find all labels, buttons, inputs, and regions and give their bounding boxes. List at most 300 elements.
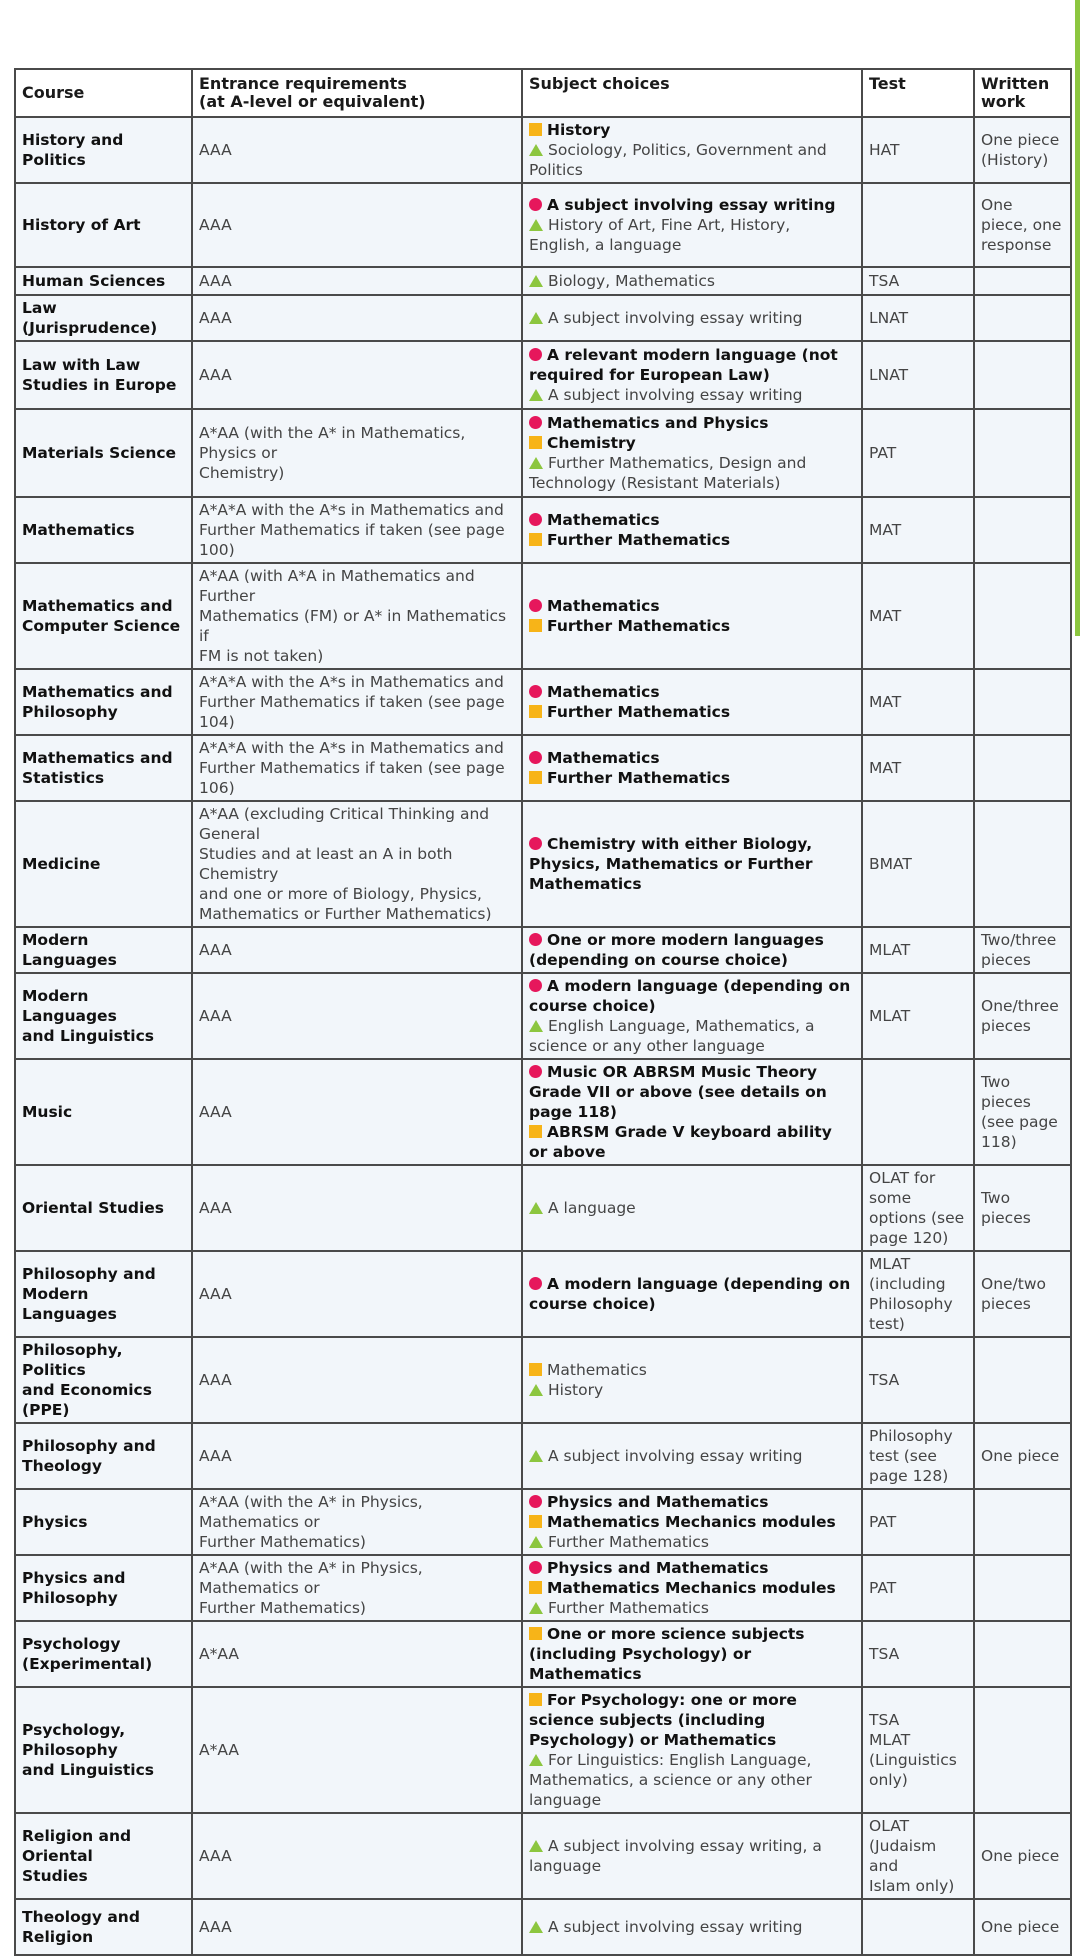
- admissions-test: [862, 1165, 974, 1251]
- triangle-marker-icon: [529, 144, 543, 156]
- subject-item: [529, 120, 855, 140]
- written-work-line: One: [981, 196, 1013, 214]
- square-marker-icon: [529, 1581, 542, 1594]
- subject-choices: [522, 669, 862, 735]
- subject-text: Mathematics: [547, 749, 660, 767]
- subject-text: A subject involving essay writing: [548, 1447, 803, 1465]
- course-name: [15, 1687, 192, 1813]
- written-work: [974, 267, 1071, 295]
- admissions-test-line: MAT: [869, 521, 902, 539]
- subject-choices: [522, 409, 862, 497]
- entrance-requirement-line: AAA: [199, 1918, 232, 1936]
- course-name-line: Philosophy: [22, 703, 118, 721]
- course-name-line: Philosophy and: [22, 1265, 156, 1283]
- course-name-line: Theology and: [22, 1908, 140, 1926]
- subject-text: Biology, Mathematics: [548, 272, 715, 290]
- table-row: [15, 1687, 1071, 1813]
- triangle-marker-icon: [529, 1921, 543, 1933]
- subject-text: Mathematics: [547, 1361, 647, 1379]
- written-work-line: One piece: [981, 131, 1060, 149]
- subject-item: [529, 433, 855, 453]
- table-row: [15, 1337, 1071, 1423]
- subject-item: [529, 1836, 855, 1876]
- course-name-line: Studies in Europe: [22, 376, 177, 394]
- entrance-requirement-line: Further Mathematics if taken (see page 106): [199, 759, 505, 797]
- entrance-requirement: [192, 1165, 522, 1251]
- written-work-line: Two/three: [981, 931, 1057, 949]
- square-marker-icon: [529, 619, 542, 632]
- admissions-test: [862, 1251, 974, 1337]
- table-row: [15, 735, 1071, 801]
- course-name: [15, 1251, 192, 1337]
- admissions-test-line: OLAT for some: [869, 1169, 936, 1207]
- admissions-test-line: LNAT: [869, 366, 909, 384]
- admissions-test-line: TSA: [869, 1645, 900, 1663]
- header-written-work: Written work: [974, 69, 1071, 117]
- entrance-requirement-line: Further Mathematics if taken (see page 104): [199, 693, 505, 731]
- course-name-line: Religion: [22, 1928, 94, 1946]
- subject-text: Physics and Mathematics: [547, 1559, 769, 1577]
- circle-marker-icon: [529, 933, 542, 946]
- written-work-line: One/two: [981, 1275, 1047, 1293]
- circle-marker-icon: [529, 1065, 542, 1078]
- written-work: [974, 1165, 1071, 1251]
- triangle-marker-icon: [529, 1602, 543, 1614]
- entrance-requirement-line: A*AA (with the A* in Physics, Mathematics or: [199, 1559, 423, 1597]
- written-work: [974, 1555, 1071, 1621]
- square-marker-icon: [529, 1693, 542, 1706]
- admissions-test-line: options (see: [869, 1209, 965, 1227]
- entrance-requirement: [192, 801, 522, 927]
- written-work-line: One piece: [981, 1918, 1060, 1936]
- course-name-line: and Economics (PPE): [22, 1381, 152, 1419]
- written-work: [974, 497, 1071, 563]
- course-name: [15, 973, 192, 1059]
- course-name-line: Mathematics: [22, 521, 135, 539]
- circle-marker-icon: [529, 1561, 542, 1574]
- written-work: [974, 1423, 1071, 1489]
- subject-item: [529, 976, 855, 1016]
- subject-item: [529, 1624, 855, 1684]
- course-name: [15, 341, 192, 409]
- subject-text: Chemistry: [547, 434, 636, 452]
- triangle-marker-icon: [529, 219, 543, 231]
- admissions-test-line: page 120): [869, 1229, 949, 1247]
- table-row: [15, 1555, 1071, 1621]
- admissions-test-line: LNAT: [869, 309, 909, 327]
- course-name: [15, 927, 192, 973]
- entrance-requirement: [192, 1555, 522, 1621]
- entrance-requirement: [192, 1059, 522, 1165]
- square-marker-icon: [529, 705, 542, 718]
- entrance-requirement: [192, 497, 522, 563]
- entrance-requirement-line: Studies and at least an A in both Chemistry: [199, 845, 453, 883]
- subject-item: [529, 1016, 855, 1056]
- course-name: [15, 801, 192, 927]
- subject-text: Further Mathematics: [548, 1599, 709, 1617]
- course-name-line: Music: [22, 1103, 73, 1121]
- admissions-test: [862, 497, 974, 563]
- written-work: [974, 117, 1071, 183]
- written-work: [974, 1337, 1071, 1423]
- written-work: [974, 295, 1071, 341]
- course-name-line: Philosophy, Politics: [22, 1341, 123, 1379]
- course-name: [15, 1489, 192, 1555]
- square-marker-icon: [529, 1363, 542, 1376]
- entrance-requirement: [192, 409, 522, 497]
- subject-choices: [522, 341, 862, 409]
- subject-choices: [522, 1813, 862, 1899]
- admissions-test-line: MLAT: [869, 1731, 911, 1749]
- course-name: [15, 267, 192, 295]
- subject-choices: [522, 1059, 862, 1165]
- entrance-requirement-line: AAA: [199, 941, 232, 959]
- entrance-requirement-line: Further Mathematics): [199, 1533, 366, 1551]
- subject-item: [529, 596, 855, 616]
- admissions-test: [862, 409, 974, 497]
- course-name-line: Mathematics and: [22, 749, 173, 767]
- subject-item: [529, 195, 855, 215]
- course-name-line: Oriental Studies: [22, 1199, 165, 1217]
- entrance-requirement: [192, 735, 522, 801]
- admissions-test: [862, 1899, 974, 1955]
- written-work: [974, 1621, 1071, 1687]
- subject-choices: [522, 927, 862, 973]
- admissions-test: [862, 183, 974, 267]
- table-row: [15, 497, 1071, 563]
- subject-text: A subject involving essay writing: [547, 196, 836, 214]
- subject-item: [529, 930, 855, 970]
- course-name: [15, 1423, 192, 1489]
- entrance-requirement: [192, 1621, 522, 1687]
- entrance-requirement: [192, 1337, 522, 1423]
- entrance-requirement-line: Further Mathematics): [199, 1599, 366, 1617]
- written-work: [974, 1251, 1071, 1337]
- entrance-requirement-line: Mathematics (FM) or A* in Mathematics if: [199, 607, 507, 645]
- course-name-line: Computer Science: [22, 617, 181, 635]
- subject-item: [529, 385, 855, 405]
- course-requirements-table: [14, 68, 1072, 1956]
- triangle-marker-icon: [529, 1384, 543, 1396]
- written-work: [974, 1687, 1071, 1813]
- subject-text: Further Mathematics: [547, 703, 731, 721]
- subject-text: Mathematics Mechanics modules: [547, 1513, 836, 1531]
- entrance-requirement-line: A*AA (with the A* in Mathematics, Physics or: [199, 424, 466, 462]
- admissions-test-line: (including: [869, 1275, 946, 1293]
- header-subject-choices: Subject choices: [522, 69, 862, 117]
- written-work: [974, 973, 1071, 1059]
- subject-item: [529, 1750, 855, 1810]
- entrance-requirement: [192, 267, 522, 295]
- written-work: [974, 563, 1071, 669]
- subject-item: [529, 271, 855, 291]
- triangle-marker-icon: [529, 275, 543, 287]
- entrance-requirement-line: AAA: [199, 309, 232, 327]
- entrance-requirement-line: AAA: [199, 1103, 232, 1121]
- written-work: [974, 669, 1071, 735]
- subject-item: [529, 702, 855, 722]
- entrance-requirement: [192, 973, 522, 1059]
- admissions-test: [862, 1337, 974, 1423]
- subject-text: English Language, Mathematics, a science or any other language: [529, 1017, 815, 1055]
- circle-marker-icon: [529, 751, 542, 764]
- subject-text: Sociology, Politics, Government and Politics: [529, 141, 827, 179]
- table-row: [15, 1165, 1071, 1251]
- entrance-requirement: [192, 1489, 522, 1555]
- entrance-requirement-line: AAA: [199, 272, 232, 290]
- table-row: [15, 1489, 1071, 1555]
- subject-text: Mathematics: [547, 597, 660, 615]
- subject-text: Further Mathematics: [547, 531, 731, 549]
- written-work-line: (see page: [981, 1113, 1058, 1131]
- subject-item: [529, 1917, 855, 1937]
- header-test: Test: [862, 69, 974, 117]
- course-name-line: History and Politics: [22, 131, 124, 169]
- entrance-requirement-line: Chemistry): [199, 464, 285, 482]
- admissions-test-line: TSA: [869, 1711, 900, 1729]
- written-work: [974, 1489, 1071, 1555]
- course-name: [15, 497, 192, 563]
- triangle-marker-icon: [529, 1202, 543, 1214]
- admissions-test-line: MLAT: [869, 941, 911, 959]
- course-name: [15, 409, 192, 497]
- written-work-line: 118): [981, 1133, 1017, 1151]
- circle-marker-icon: [529, 979, 542, 992]
- course-name-line: Law with Law: [22, 356, 141, 374]
- entrance-requirement-line: AAA: [199, 1285, 232, 1303]
- subject-choices: [522, 1489, 862, 1555]
- subject-item: [529, 616, 855, 636]
- admissions-test-line: test (see: [869, 1447, 937, 1465]
- written-work: [974, 927, 1071, 973]
- subject-text: Mathematics and Physics: [547, 414, 769, 432]
- subject-item: [529, 748, 855, 768]
- admissions-test-line: MLAT: [869, 1255, 911, 1273]
- entrance-requirement-line: A*AA (with the A* in Physics, Mathematics or: [199, 1493, 423, 1531]
- subject-text: ABRSM Grade V keyboard ability or above: [529, 1123, 832, 1161]
- circle-marker-icon: [529, 513, 542, 526]
- table-row: [15, 1059, 1071, 1165]
- subject-text: A modern language (depending on course choice): [529, 1275, 851, 1313]
- entrance-requirement: [192, 1813, 522, 1899]
- course-name: [15, 1621, 192, 1687]
- subject-text: Further Mathematics: [547, 769, 731, 787]
- circle-marker-icon: [529, 348, 542, 361]
- subject-text: Further Mathematics: [548, 1533, 709, 1551]
- course-name: [15, 1555, 192, 1621]
- written-work: [974, 409, 1071, 497]
- circle-marker-icon: [529, 599, 542, 612]
- written-work: [974, 735, 1071, 801]
- course-name: [15, 295, 192, 341]
- subject-item: [529, 1380, 855, 1400]
- subject-item: [529, 1122, 855, 1162]
- entrance-requirement: [192, 669, 522, 735]
- admissions-test-line: TSA: [869, 1371, 900, 1389]
- table-row: [15, 1251, 1071, 1337]
- subject-text: Music OR ABRSM Music Theory Grade VII or above (see details on page 118): [529, 1063, 827, 1121]
- admissions-test: [862, 801, 974, 927]
- admissions-test: [862, 1555, 974, 1621]
- entrance-requirement-line: AAA: [199, 1199, 232, 1217]
- written-work: [974, 183, 1071, 267]
- triangle-marker-icon: [529, 1754, 543, 1766]
- subject-item: [529, 1690, 855, 1750]
- subject-item: [529, 1512, 855, 1532]
- admissions-test: [862, 295, 974, 341]
- entrance-requirement: [192, 1899, 522, 1955]
- admissions-test-line: Islam only): [869, 1877, 955, 1895]
- written-work-line: One piece: [981, 1447, 1060, 1465]
- triangle-marker-icon: [529, 312, 543, 324]
- course-name: [15, 117, 192, 183]
- header-row: [15, 69, 1071, 117]
- subject-text: Chemistry with either Biology, Physics, Mathematics or Further Mathematics: [529, 835, 813, 893]
- admissions-test-line: MAT: [869, 607, 902, 625]
- table-row: [15, 973, 1071, 1059]
- table-row: [15, 1423, 1071, 1489]
- admissions-test-line: MAT: [869, 759, 902, 777]
- admissions-test: [862, 1489, 974, 1555]
- subject-choices: [522, 1621, 862, 1687]
- course-name-line: Modern Languages: [22, 987, 117, 1025]
- subject-text: Mathematics Mechanics modules: [547, 1579, 836, 1597]
- subject-text: History of Art, Fine Art, History, English, a language: [529, 216, 791, 254]
- course-name-line: Psychology,: [22, 1721, 126, 1739]
- subject-choices: [522, 563, 862, 669]
- course-name-line: Theology: [22, 1457, 102, 1475]
- triangle-marker-icon: [529, 1450, 543, 1462]
- written-work: [974, 801, 1071, 927]
- course-name-line: Philosophy: [22, 1741, 118, 1759]
- course-name: [15, 1899, 192, 1955]
- entrance-requirement-line: AAA: [199, 1007, 232, 1025]
- written-work-line: pieces: [981, 1017, 1031, 1035]
- written-work-line: response: [981, 236, 1052, 254]
- entrance-requirement: [192, 1423, 522, 1489]
- admissions-test: [862, 1423, 974, 1489]
- subject-text: For Psychology: one or more science subjects (including Psychology) or Mathematics: [529, 1691, 797, 1749]
- subject-item: [529, 453, 855, 493]
- subject-item: [529, 308, 855, 328]
- entrance-requirement-line: AAA: [199, 216, 232, 234]
- subject-text: History: [548, 1381, 604, 1399]
- subject-text: Further Mathematics, Design and Technology (Resistant Materials): [529, 454, 807, 492]
- subject-item: [529, 1198, 855, 1218]
- course-name: [15, 1337, 192, 1423]
- written-work: [974, 341, 1071, 409]
- course-name: [15, 1059, 192, 1165]
- table-row: [15, 1813, 1071, 1899]
- admissions-test: [862, 735, 974, 801]
- entrance-requirement-line: A*A*A with the A*s in Mathematics and: [199, 739, 504, 757]
- entrance-requirement-line: AAA: [199, 366, 232, 384]
- subject-item: [529, 345, 855, 385]
- course-name-line: Physics and: [22, 1569, 126, 1587]
- admissions-test-line: test): [869, 1315, 905, 1333]
- course-name-line: Mathematics and: [22, 597, 173, 615]
- table-row: [15, 341, 1071, 409]
- subject-choices: [522, 183, 862, 267]
- admissions-test-line: HAT: [869, 141, 900, 159]
- course-name: [15, 563, 192, 669]
- course-name-line: and Linguistics: [22, 1027, 155, 1045]
- course-name-line: Modern Languages: [22, 931, 117, 969]
- admissions-test-line: (Judaism and: [869, 1837, 937, 1875]
- subject-item: [529, 215, 855, 255]
- admissions-test-line: BMAT: [869, 855, 912, 873]
- entrance-requirement-line: A*AA: [199, 1741, 239, 1759]
- course-name-line: Philosophy: [22, 1589, 118, 1607]
- admissions-test-line: Philosophy: [869, 1427, 953, 1445]
- admissions-test-line: Philosophy: [869, 1295, 953, 1313]
- written-work: [974, 1813, 1071, 1899]
- subject-item: [529, 1446, 855, 1466]
- subject-choices: [522, 1687, 862, 1813]
- subject-item: [529, 1274, 855, 1314]
- square-marker-icon: [529, 1627, 542, 1640]
- admissions-test-line: MAT: [869, 693, 902, 711]
- admissions-test: [862, 117, 974, 183]
- entrance-requirement-line: AAA: [199, 1847, 232, 1865]
- subject-choices: [522, 735, 862, 801]
- entrance-requirement: [192, 1251, 522, 1337]
- circle-marker-icon: [529, 685, 542, 698]
- entrance-requirement: [192, 341, 522, 409]
- subject-item: [529, 413, 855, 433]
- subject-item: [529, 1492, 855, 1512]
- admissions-test-line: PAT: [869, 444, 897, 462]
- admissions-test: [862, 563, 974, 669]
- subject-choices: [522, 1423, 862, 1489]
- entrance-requirement: [192, 1687, 522, 1813]
- course-name: [15, 1813, 192, 1899]
- written-work-line: (History): [981, 151, 1049, 169]
- entrance-requirement: [192, 183, 522, 267]
- circle-marker-icon: [529, 198, 542, 211]
- subject-item: [529, 1558, 855, 1578]
- course-name: [15, 183, 192, 267]
- subject-text: A subject involving essay writing: [548, 386, 803, 404]
- subject-text: A subject involving essay writing: [548, 1918, 803, 1936]
- course-name-line: (Experimental): [22, 1655, 153, 1673]
- course-name-line: Philosophy and: [22, 1437, 156, 1455]
- header-entrance-requirements: Entrance requirements (at A-level or equivalent): [192, 69, 522, 117]
- subject-choices: [522, 973, 862, 1059]
- subject-text: One or more science subjects (including Psychology) or Mathematics: [529, 1625, 805, 1683]
- entrance-requirement-line: Mathematics or Further Mathematics): [199, 905, 492, 923]
- entrance-requirement: [192, 927, 522, 973]
- subject-item: [529, 140, 855, 180]
- subject-text: Physics and Mathematics: [547, 1493, 769, 1511]
- course-name-line: Materials Science: [22, 444, 177, 462]
- course-name-line: Modern Languages: [22, 1285, 117, 1323]
- entrance-requirement-line: A*AA: [199, 1645, 239, 1663]
- admissions-test: [862, 267, 974, 295]
- triangle-marker-icon: [529, 1536, 543, 1548]
- admissions-test-line: MLAT: [869, 1007, 911, 1025]
- subject-choices: [522, 497, 862, 563]
- admissions-test: [862, 1059, 974, 1165]
- entrance-requirement-line: A*AA (with A*A in Mathematics and Further: [199, 567, 475, 605]
- circle-marker-icon: [529, 1495, 542, 1508]
- written-work-line: piece, one: [981, 216, 1062, 234]
- course-name: [15, 669, 192, 735]
- triangle-marker-icon: [529, 389, 543, 401]
- triangle-marker-icon: [529, 1020, 543, 1032]
- subject-text: One or more modern languages (depending on course choice): [529, 931, 824, 969]
- admissions-test-line: page 128): [869, 1467, 949, 1485]
